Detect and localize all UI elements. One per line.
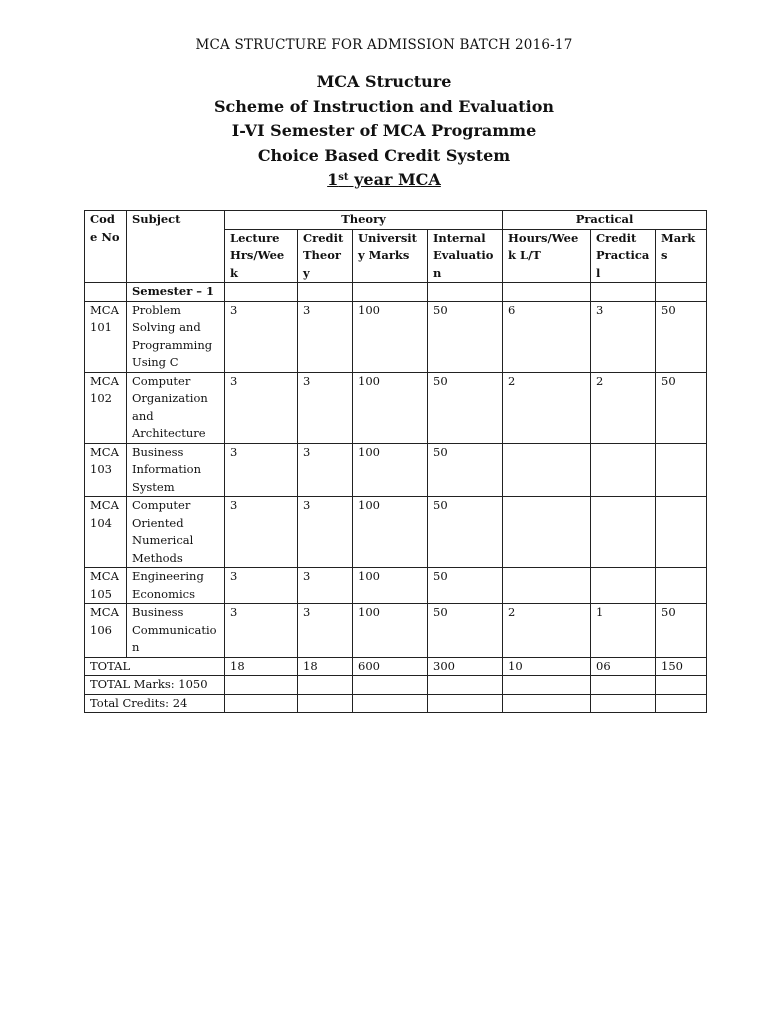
lecture-hours: 3 [225, 568, 298, 604]
course-subject: Business Communication [127, 604, 225, 658]
total-practical-marks: 150 [656, 657, 707, 676]
total-internal-evaluation: 300 [428, 657, 503, 676]
total-university-marks: 600 [353, 657, 428, 676]
empty-cell [591, 694, 656, 713]
practical-hours [503, 568, 591, 604]
credit-theory: 3 [298, 497, 353, 568]
semester-empty-cell [298, 283, 353, 302]
university-marks: 100 [353, 372, 428, 443]
total-marks-label: TOTAL Marks: 1050 [85, 676, 225, 695]
course-subject: Computer Organization and Architecture [127, 372, 225, 443]
credit-practical: 2 [591, 372, 656, 443]
course-code: MCA 102 [85, 372, 127, 443]
total-label: TOTAL [85, 657, 225, 676]
practical-hours [503, 497, 591, 568]
header-lecture: Lecture Hrs/Week [225, 229, 298, 283]
empty-cell [225, 694, 298, 713]
credit-theory: 3 [298, 568, 353, 604]
table-row [85, 604, 707, 658]
credit-practical: 3 [591, 301, 656, 372]
course-code: MCA 103 [85, 443, 127, 497]
semester-empty-cell [591, 283, 656, 302]
practical-hours: 2 [503, 372, 591, 443]
year-number: 1 [327, 170, 339, 189]
table-row [85, 568, 707, 604]
university-marks: 100 [353, 604, 428, 658]
credit-theory: 3 [298, 301, 353, 372]
internal-evaluation: 50 [428, 568, 503, 604]
course-code: MCA 105 [85, 568, 127, 604]
header-credit-theory: Credit Theory [298, 229, 353, 283]
credit-practical [591, 443, 656, 497]
empty-cell [428, 676, 503, 695]
internal-evaluation: 50 [428, 604, 503, 658]
internal-evaluation: 50 [428, 497, 503, 568]
credit-theory: 3 [298, 604, 353, 658]
total-lecture: 18 [225, 657, 298, 676]
lecture-hours: 3 [225, 372, 298, 443]
semester-empty-cell [225, 283, 298, 302]
empty-cell [225, 676, 298, 695]
university-marks: 100 [353, 301, 428, 372]
course-code: MCA 101 [85, 301, 127, 372]
lecture-hours: 3 [225, 301, 298, 372]
empty-cell [656, 676, 707, 695]
lecture-hours: 3 [225, 604, 298, 658]
practical-hours [503, 443, 591, 497]
header-subject: Subject [127, 211, 225, 283]
table-row [85, 443, 707, 497]
semester-empty-cell [503, 283, 591, 302]
course-subject: Engineering Economics [127, 568, 225, 604]
empty-cell [298, 694, 353, 713]
header-practical: Practical [503, 211, 707, 230]
scheme-table [84, 210, 707, 713]
practical-marks [656, 568, 707, 604]
internal-evaluation: 50 [428, 372, 503, 443]
header-university-marks: University Marks [353, 229, 428, 283]
title-semester-range: I-VI Semester of MCA Programme [231, 121, 537, 140]
credit-practical: 1 [591, 604, 656, 658]
total-credits-label: Total Credits: 24 [85, 694, 225, 713]
empty-cell [428, 694, 503, 713]
course-subject: Computer Oriented Numerical Methods [127, 497, 225, 568]
total-credit-practical: 06 [591, 657, 656, 676]
empty-cell [591, 676, 656, 695]
practical-marks: 50 [656, 301, 707, 372]
title-block [0, 70, 768, 193]
practical-marks: 50 [656, 372, 707, 443]
total-credits-row [85, 694, 707, 713]
header-credit-practical: Credit Practical [591, 229, 656, 283]
credit-practical [591, 568, 656, 604]
credit-theory: 3 [298, 443, 353, 497]
credit-practical [591, 497, 656, 568]
course-code: MCA 106 [85, 604, 127, 658]
empty-cell [503, 676, 591, 695]
empty-cell [656, 694, 707, 713]
practical-hours: 6 [503, 301, 591, 372]
header-row-1 [85, 211, 707, 230]
university-marks: 100 [353, 568, 428, 604]
header-internal-evaluation: Internal Evaluation [428, 229, 503, 283]
header-hours-week: Hours/Week L/T [503, 229, 591, 283]
course-code: MCA 104 [85, 497, 127, 568]
total-row [85, 657, 707, 676]
lecture-hours: 3 [225, 497, 298, 568]
table-row [85, 497, 707, 568]
university-marks: 100 [353, 497, 428, 568]
semester-empty-cell [353, 283, 428, 302]
table-row [85, 372, 707, 443]
practical-hours: 2 [503, 604, 591, 658]
practical-marks [656, 497, 707, 568]
semester-label: Semester – 1 [127, 283, 225, 302]
course-subject: Problem Solving and Programming Using C [127, 301, 225, 372]
lecture-hours: 3 [225, 443, 298, 497]
practical-marks [656, 443, 707, 497]
total-marks-row [85, 676, 707, 695]
internal-evaluation: 50 [428, 301, 503, 372]
empty-cell [353, 694, 428, 713]
title-year [0, 168, 768, 193]
document-header-line: MCA STRUCTURE FOR ADMISSION BATCH 2016-17 [195, 37, 573, 53]
title-mca-structure: MCA Structure [316, 72, 452, 91]
table-row [85, 301, 707, 372]
title-scheme: Scheme of Instruction and Evaluation [213, 96, 555, 116]
practical-marks: 50 [656, 604, 707, 658]
semester-row [85, 283, 707, 302]
header-marks: Marks [656, 229, 707, 283]
credit-theory: 3 [298, 372, 353, 443]
year-superscript: st [338, 172, 349, 183]
course-subject: Business Information System [127, 443, 225, 497]
year-rest: year MCA [348, 170, 441, 189]
semester-empty-cell [656, 283, 707, 302]
semester-code-cell [85, 283, 127, 302]
university-marks: 100 [353, 443, 428, 497]
internal-evaluation: 50 [428, 443, 503, 497]
total-credit-theory: 18 [298, 657, 353, 676]
total-practical-hours: 10 [503, 657, 591, 676]
empty-cell [353, 676, 428, 695]
empty-cell [503, 694, 591, 713]
empty-cell [298, 676, 353, 695]
header-theory: Theory [225, 211, 503, 230]
title-cbcs: Choice Based Credit System [257, 145, 511, 165]
semester-empty-cell [428, 283, 503, 302]
header-code: Code No [85, 211, 127, 283]
